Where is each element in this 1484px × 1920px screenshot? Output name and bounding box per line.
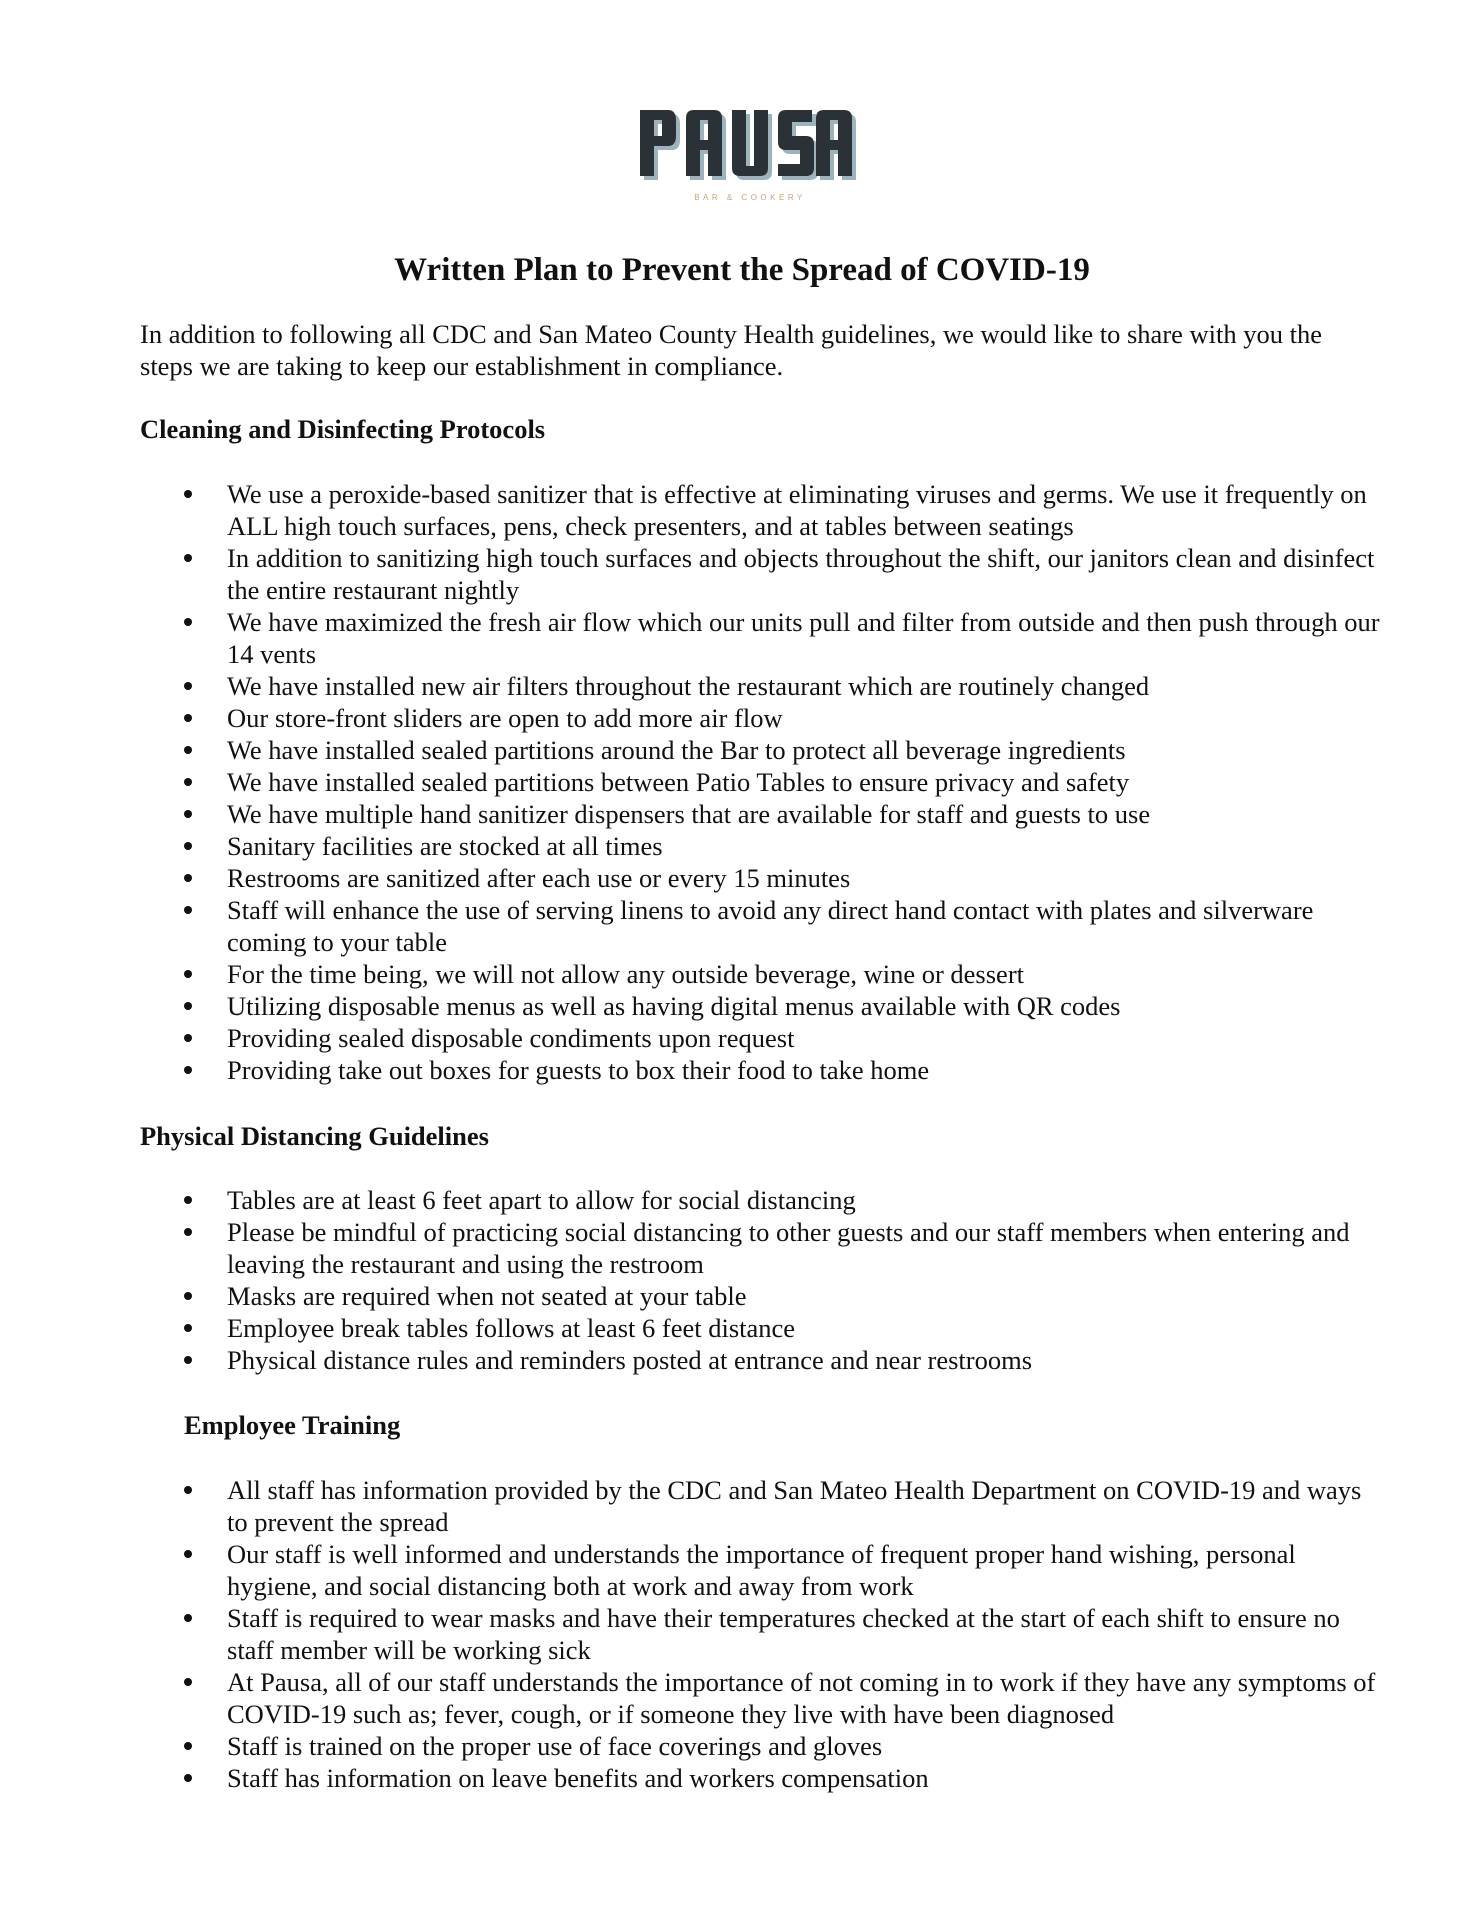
bullet-icon xyxy=(184,1196,192,1204)
bullet-icon xyxy=(184,1324,192,1332)
section-heading-cleaning: Cleaning and Disinfecting Protocols xyxy=(140,414,546,444)
cleaning-list xyxy=(0,478,1484,1086)
list-item: In addition to sanitizing high touch surfaces and objects throughout the shift, our janitors clean and disinfect the entire restaurant nightly xyxy=(0,542,1484,606)
bullet-icon xyxy=(184,1002,192,1010)
bullet-icon xyxy=(184,554,192,562)
list-item: We have installed sealed partitions between Patio Tables to ensure privacy and safety xyxy=(0,766,1484,798)
list-item: Utilizing disposable menus as well as having digital menus available with QR codes xyxy=(0,990,1484,1022)
bullet-icon xyxy=(184,874,192,882)
bullet-icon xyxy=(184,714,192,722)
list-item: At Pausa, all of our staff understands the importance of not coming in to work if they have any symptoms of COVID-19 such as; fever, cough, or if someone they live with have been diagnosed xyxy=(0,1666,1484,1730)
list-item: Providing take out boxes for guests to box their food to take home xyxy=(0,1054,1484,1086)
list-item: Restrooms are sanitized after each use or every 15 minutes xyxy=(0,862,1484,894)
bullet-icon xyxy=(184,490,192,498)
list-item: Staff will enhance the use of serving linens to avoid any direct hand contact with plates and silverware coming to your table xyxy=(0,894,1484,958)
intro-paragraph: In addition to following all CDC and San Mateo County Health guidelines, we would like to share with you the steps we are taking to keep our establishment in compliance. xyxy=(140,319,1323,381)
section-heading-training: Employee Training xyxy=(184,1410,401,1440)
list-item: Tables are at least 6 feet apart to allow for social distancing xyxy=(0,1184,1484,1216)
bullet-icon xyxy=(184,1550,192,1558)
list-item: Please be mindful of practicing social distancing to other guests and our staff members when entering and leaving the restaurant and using the restroom xyxy=(0,1216,1484,1280)
bullet-icon xyxy=(184,1292,192,1300)
list-item: Physical distance rules and reminders posted at entrance and near restrooms xyxy=(0,1344,1484,1376)
bullet-icon xyxy=(184,1066,192,1074)
bullet-icon xyxy=(184,1486,192,1494)
pausa-logo xyxy=(640,110,860,206)
list-item: We use a peroxide-based sanitizer that is effective at eliminating viruses and germs. We use it frequently on ALL high touch surfaces, pens, check presenters, and at tables between seatings xyxy=(0,478,1484,542)
list-item: Our store-front sliders are open to add more air flow xyxy=(0,702,1484,734)
list-item: We have multiple hand sanitizer dispensers that are available for staff and guests to use xyxy=(0,798,1484,830)
bullet-icon xyxy=(184,1678,192,1686)
list-item: Sanitary facilities are stocked at all times xyxy=(0,830,1484,862)
list-item: Providing sealed disposable condiments upon request xyxy=(0,1022,1484,1054)
bullet-icon xyxy=(184,970,192,978)
page-title: Written Plan to Prevent the Spread of COVID-19 xyxy=(394,252,1090,288)
bullet-icon xyxy=(184,1742,192,1750)
bullet-icon xyxy=(184,1356,192,1364)
bullet-icon xyxy=(184,906,192,914)
list-item: All staff has information provided by the CDC and San Mateo Health Department on COVID-19 and ways to prevent the spread xyxy=(0,1474,1484,1538)
bullet-icon xyxy=(184,1228,192,1236)
list-item: Masks are required when not seated at your table xyxy=(0,1280,1484,1312)
list-item: We have maximized the fresh air flow which our units pull and filter from outside and then push through our 14 vents xyxy=(0,606,1484,670)
list-item: We have installed new air filters throughout the restaurant which are routinely changed xyxy=(0,670,1484,702)
distancing-list xyxy=(0,1184,1484,1376)
bullet-icon xyxy=(184,618,192,626)
bullet-icon xyxy=(184,1774,192,1782)
bullet-icon xyxy=(184,778,192,786)
list-item: Staff is required to wear masks and have their temperatures checked at the start of each shift to ensure no staff member will be working sick xyxy=(0,1602,1484,1666)
bullet-icon xyxy=(184,1614,192,1622)
training-list xyxy=(0,1474,1484,1794)
svg-text:BAR & COOKERY: BAR & COOKERY xyxy=(694,193,806,202)
list-item: For the time being, we will not allow any outside beverage, wine or dessert xyxy=(0,958,1484,990)
bullet-icon xyxy=(184,746,192,754)
list-item: We have installed sealed partitions around the Bar to protect all beverage ingredients xyxy=(0,734,1484,766)
list-item: Employee break tables follows at least 6 feet distance xyxy=(0,1312,1484,1344)
list-item: Our staff is well informed and understands the importance of frequent proper hand wishing, personal hygiene, and social distancing both at work and away from work xyxy=(0,1538,1484,1602)
list-item: Staff is trained on the proper use of face coverings and gloves xyxy=(0,1730,1484,1762)
bullet-icon xyxy=(184,810,192,818)
bullet-icon xyxy=(184,1034,192,1042)
bullet-icon xyxy=(184,842,192,850)
bullet-icon xyxy=(184,682,192,690)
list-item: Staff has information on leave benefits and workers compensation xyxy=(0,1762,1484,1794)
section-heading-distancing: Physical Distancing Guidelines xyxy=(140,1121,489,1151)
